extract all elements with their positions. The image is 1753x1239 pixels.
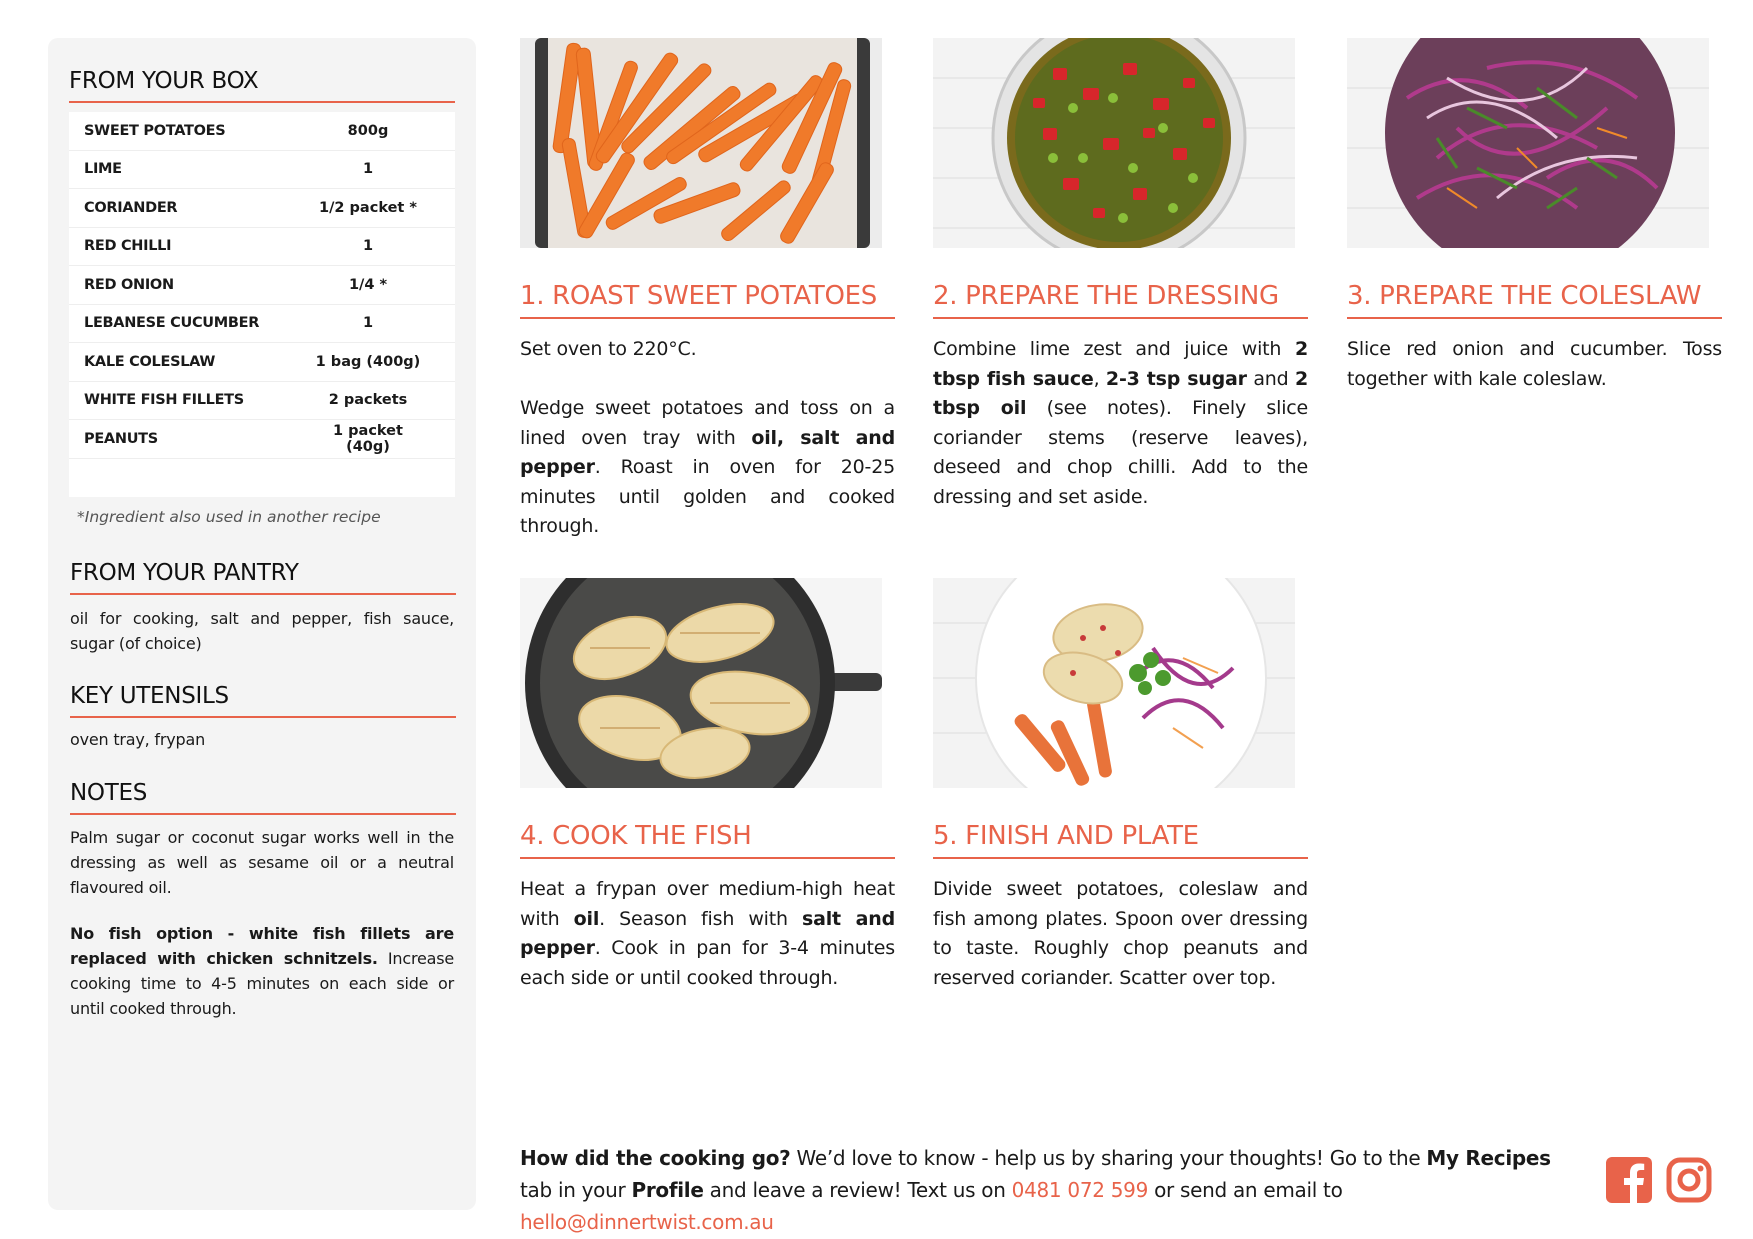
notes-bold: No fish option - white fish fillets are replaced with chicken schnitzels. xyxy=(70,924,454,968)
text-run: We’d love to know - help us by sharing your thoughts! Go to the xyxy=(790,1146,1427,1170)
text-run: , xyxy=(1093,367,1106,390)
step-4-title: 4. COOK THE FISH xyxy=(520,821,895,859)
step-2-title: 2. PREPARE THE DRESSING xyxy=(933,281,1308,319)
utensils-text: oven tray, frypan xyxy=(70,730,206,749)
ingredient-row xyxy=(69,112,455,151)
ingredient-row xyxy=(69,228,455,267)
text-run: . Roast in oven for 20-25 minutes until golden and cooked through. xyxy=(520,456,895,537)
text-run: . Season fish with xyxy=(599,907,802,930)
bold-run: 2 tbsp fish sauce xyxy=(933,338,1308,390)
ingredients-table xyxy=(69,112,455,497)
bold-run: oil, salt and pepper xyxy=(520,426,895,478)
bold-run: oil xyxy=(573,907,600,930)
ingredient-name: WHITE FISH FILLETS xyxy=(84,392,244,409)
step-2-photo xyxy=(933,38,1295,248)
step-1-title: 1. ROAST SWEET POTATOES xyxy=(520,281,895,319)
step-5-title: 5. FINISH AND PLATE xyxy=(933,821,1308,859)
bold-run: 2 tbsp oil xyxy=(933,367,1309,419)
step-4-body xyxy=(520,875,895,993)
step-3-paragraph: Slice red onion and cucumber. Toss together with kale coleslaw. xyxy=(1347,338,1722,390)
dressing-bowl-image xyxy=(933,38,1295,248)
footer-question: How did the cooking go? xyxy=(520,1146,791,1170)
ingredient-name: RED ONION xyxy=(84,276,174,293)
step-4-photo xyxy=(520,578,882,788)
step-1-paragraph-2 xyxy=(520,394,895,542)
step-1 xyxy=(520,38,895,537)
ingredient-name: PEANUTS xyxy=(84,430,158,447)
ingredient-qty: 1 bag (400g) xyxy=(315,353,421,370)
ingredient-qty: 1 packet (40g) xyxy=(333,422,403,455)
step-1-body xyxy=(520,335,895,542)
pantry-text: oil for cooking, salt and pepper, fish sauce, sugar (of choice) xyxy=(70,609,454,653)
step-3 xyxy=(1347,38,1722,518)
step-5 xyxy=(933,578,1308,998)
ingredient-qty: 800g xyxy=(347,122,389,139)
sidebar-panel xyxy=(48,38,476,1210)
ingredient-row xyxy=(69,382,455,421)
notes-paragraph-1: Palm sugar or coconut sugar works well in the dressing as well as sesame oil or a neutral flavoured oil. xyxy=(70,828,454,897)
text-run: or send an email to xyxy=(1148,1178,1343,1202)
ingredient-qty: 1/4 * xyxy=(348,276,388,293)
feedback-footer xyxy=(520,1142,1580,1238)
ingredient-row xyxy=(69,189,455,228)
notes-heading: NOTES xyxy=(70,780,456,815)
ingredient-name: RED CHILLI xyxy=(84,238,172,255)
ingredient-qty: 1 xyxy=(362,161,374,178)
text-run: and xyxy=(1246,367,1295,390)
ingredient-row xyxy=(69,151,455,190)
ingredient-qty: 2 packets xyxy=(328,392,408,409)
ingredient-footnote: *Ingredient also used in another recipe xyxy=(77,508,381,526)
coleslaw-bowl-image xyxy=(1347,38,1709,248)
instagram-icon[interactable] xyxy=(1666,1157,1712,1203)
from-your-box-heading: FROM YOUR BOX xyxy=(69,68,455,103)
ingredient-name: SWEET POTATOES xyxy=(84,122,226,139)
sweet-potato-tray-image xyxy=(520,38,882,248)
step-3-photo xyxy=(1347,38,1709,248)
step-4-paragraph xyxy=(520,875,895,993)
ingredient-qty: 1 xyxy=(362,238,374,255)
from-your-pantry-heading: FROM YOUR PANTRY xyxy=(70,560,456,595)
step-2 xyxy=(933,38,1308,518)
step-5-paragraph: Divide sweet potatoes, coleslaw and fish among plates. Spoon over dressing to taste. Roughly chop peanuts and reserved coriander. Scatter over top. xyxy=(933,878,1308,989)
step-3-body xyxy=(1347,335,1722,394)
step-1-paragraph-1: Set oven to 220°C. xyxy=(520,338,697,360)
step-3-title: 3. PREPARE THE COLESLAW xyxy=(1347,281,1722,319)
step-5-photo xyxy=(933,578,1295,788)
ingredient-name: CORIANDER xyxy=(84,199,178,216)
step-4 xyxy=(520,578,895,998)
ingredient-name: LEBANESE CUCUMBER xyxy=(84,315,260,332)
ingredient-name: LIME xyxy=(84,161,122,178)
text-run: and leave a review! Text us on xyxy=(703,1178,1012,1202)
step-2-body xyxy=(933,335,1308,512)
ingredient-qty: 1 xyxy=(362,315,374,332)
fish-frypan-image xyxy=(520,578,882,788)
ingredient-row xyxy=(69,266,455,305)
email-link[interactable]: hello@dinnertwist.com.au xyxy=(520,1210,774,1234)
step-1-photo xyxy=(520,38,882,248)
step-5-body xyxy=(933,875,1308,993)
text-run: Wedge sweet potatoes and toss on a lined oven tray with xyxy=(520,397,895,449)
key-utensils-heading: KEY UTENSILS xyxy=(70,683,456,718)
ingredient-qty: 1/2 packet * xyxy=(319,199,417,216)
text-run: . Cook in pan for 3-4 minutes each side or until cooked through. xyxy=(520,937,895,989)
profile-link[interactable]: Profile xyxy=(631,1178,704,1202)
facebook-icon[interactable] xyxy=(1606,1157,1652,1203)
text-run: (see notes). Finely slice coriander stems (reserve leaves), deseed and chop chilli. Add to the dressing and set aside. xyxy=(933,397,1309,508)
bold-run: 2-3 tsp sugar xyxy=(1105,367,1247,390)
ingredient-name: KALE COLESLAW xyxy=(84,353,216,370)
ingredient-row xyxy=(69,343,455,382)
ingredient-row xyxy=(69,420,455,459)
notes-paragraph-2 xyxy=(70,921,454,1021)
text-run: Heat a frypan over medium-high heat with xyxy=(520,878,895,930)
text-run: Combine lime zest and juice with xyxy=(933,338,1295,360)
my-recipes-link[interactable]: My Recipes xyxy=(1426,1146,1551,1170)
phone-link[interactable]: 0481 072 599 xyxy=(1011,1178,1149,1202)
plated-dish-image xyxy=(933,578,1295,788)
text-run: tab in your xyxy=(520,1178,632,1202)
ingredient-row xyxy=(69,305,455,344)
step-2-paragraph xyxy=(933,335,1308,512)
notes-rest: Increase cooking time to 4-5 minutes on each side or until cooked through. xyxy=(70,949,455,1018)
bold-run: salt and pepper xyxy=(520,907,895,959)
